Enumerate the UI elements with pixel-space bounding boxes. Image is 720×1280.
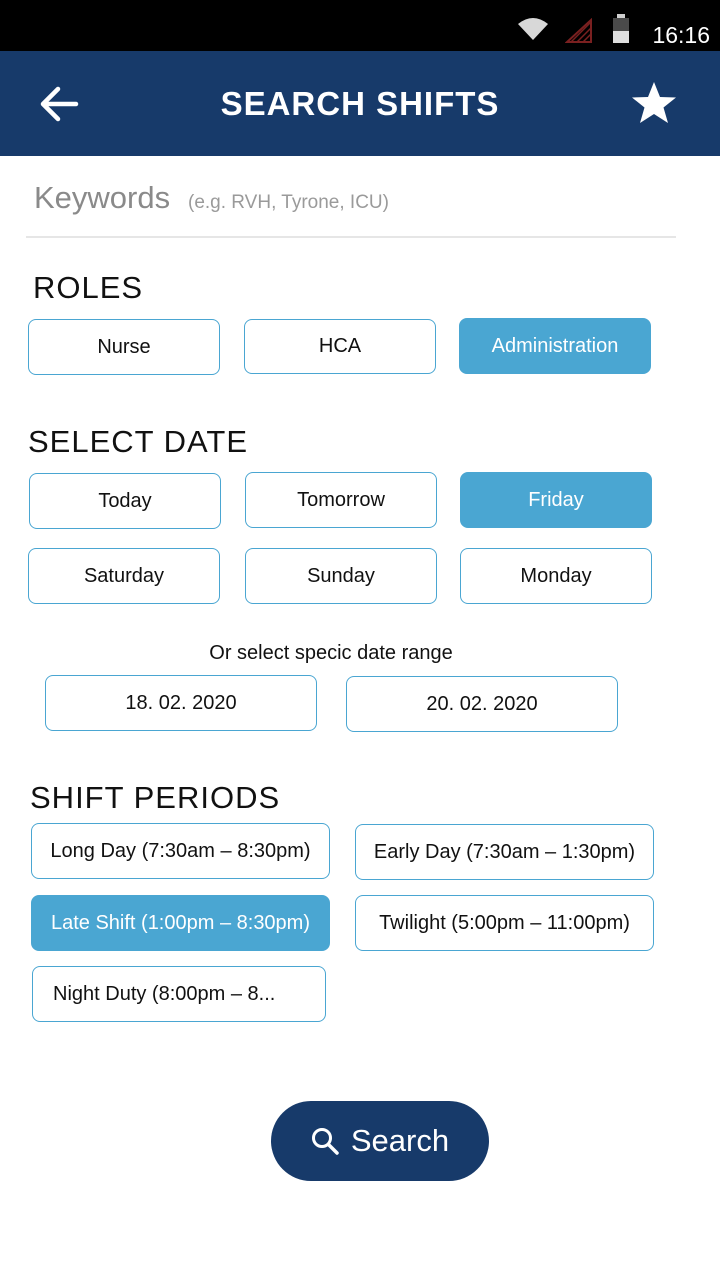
- shift-chip-early-day[interactable]: Early Day (7:30am – 1:30pm): [355, 824, 654, 880]
- date-range-label: Or select specic date range: [209, 642, 453, 664]
- role-chip-nurse[interactable]: Nurse: [28, 319, 220, 375]
- date-chip-friday[interactable]: Friday: [460, 472, 652, 528]
- shift-chip-night-duty[interactable]: Night Duty (8:00pm – 8...: [32, 966, 326, 1022]
- role-chip-administration[interactable]: Administration: [459, 318, 651, 374]
- keywords-placeholder: Keywords: [34, 180, 171, 215]
- shift-chip-long-day[interactable]: Long Day (7:30am – 8:30pm): [31, 823, 330, 879]
- date-chip-today[interactable]: Today: [29, 473, 221, 529]
- star-icon[interactable]: [630, 79, 678, 127]
- status-bar: [0, 0, 720, 51]
- status-time: 16:16: [652, 22, 710, 48]
- wifi-icon: [517, 16, 549, 42]
- app-header: [0, 51, 720, 156]
- shift-periods-title: SHIFT PERIODS: [30, 780, 281, 815]
- select-date-title: SELECT DATE: [28, 424, 249, 459]
- keywords-hint: (e.g. RVH, Tyrone, ICU): [188, 192, 389, 213]
- shift-chip-twilight[interactable]: Twilight (5:00pm – 11:00pm): [355, 895, 654, 951]
- roles-title: ROLES: [33, 270, 144, 305]
- page-title: SEARCH SHIFTS: [220, 85, 500, 122]
- date-chip-saturday[interactable]: Saturday: [28, 548, 220, 604]
- date-range-end[interactable]: 20. 02. 2020: [346, 676, 618, 732]
- search-icon: [311, 1127, 339, 1155]
- no-signal-icon: [565, 18, 593, 44]
- shift-chip-late-shift[interactable]: Late Shift (1:00pm – 8:30pm): [31, 895, 330, 951]
- date-chip-tomorrow[interactable]: Tomorrow: [245, 472, 437, 528]
- battery-icon: [612, 14, 630, 44]
- keywords-input[interactable]: [26, 166, 676, 238]
- search-button-label: Search: [350, 1123, 450, 1158]
- date-range-start[interactable]: 18. 02. 2020: [45, 675, 317, 731]
- date-chip-monday[interactable]: Monday: [460, 548, 652, 604]
- date-chip-sunday[interactable]: Sunday: [245, 548, 437, 604]
- role-chip-hca[interactable]: HCA: [244, 319, 436, 374]
- search-button[interactable]: [271, 1101, 489, 1181]
